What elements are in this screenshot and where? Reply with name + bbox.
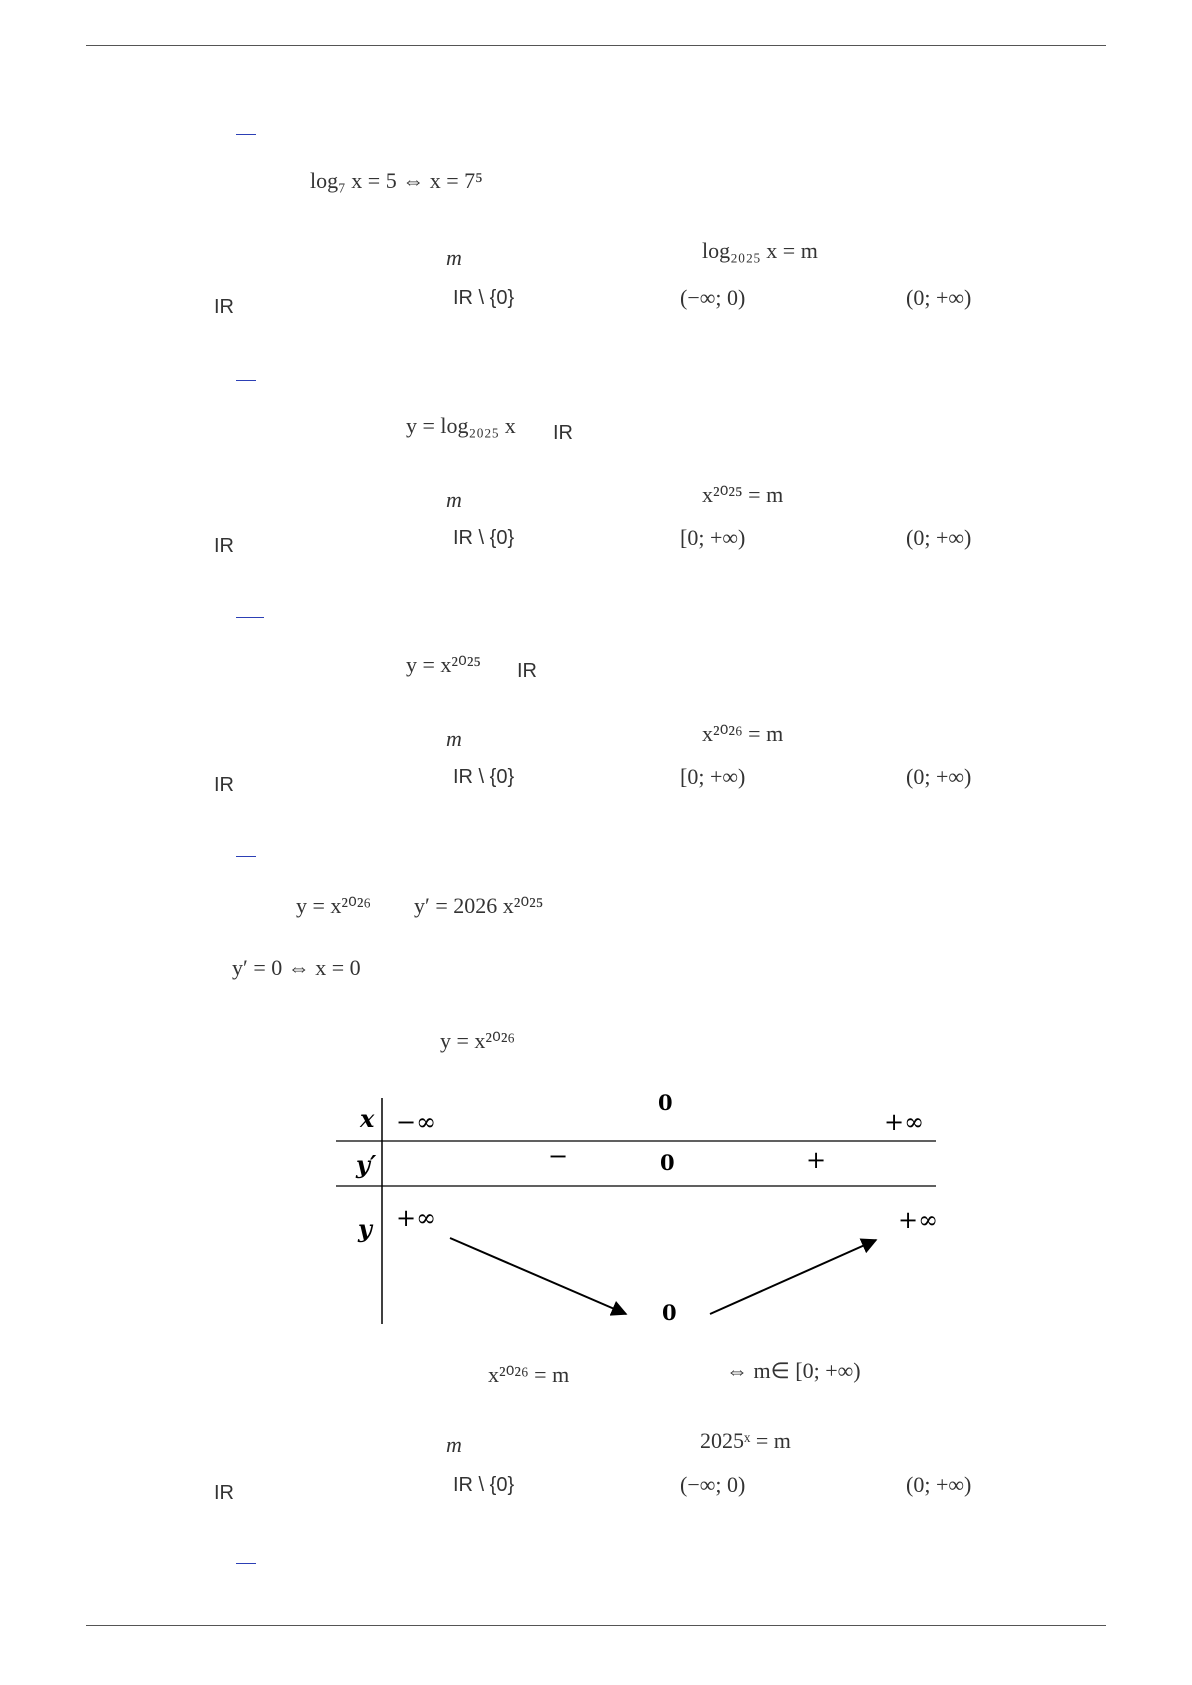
option-d[interactable]: (0; +∞) [906,285,972,310]
option-b[interactable]: IR \ {0} [453,527,515,549]
option-d[interactable]: (0; +∞) [906,764,972,789]
header-rule [86,45,1106,46]
yprime-mid: 0 [660,1150,675,1175]
option-c[interactable]: [0; +∞) [680,525,746,550]
yprime-right: + [806,1146,827,1174]
log-identity: log₇ x = 5 ⇔ x = 7⁵ [310,168,483,193]
option-a[interactable]: IR [214,1482,234,1504]
domain-symbol: IR [553,422,573,444]
option-a[interactable]: IR [214,535,234,557]
answer-link-5[interactable] [236,1563,256,1564]
decreasing-arrow [450,1238,626,1314]
answer-link-1[interactable] [236,134,256,135]
row-label-yprime: y′ [356,1150,377,1179]
option-a[interactable]: IR [214,296,234,318]
variation-table [336,1088,956,1328]
option-d[interactable]: (0; +∞) [906,1472,972,1497]
y-left: +∞ [396,1204,437,1232]
row-label-x: x [360,1104,375,1133]
derivative: y′ = 2026 x²⁰²⁵ [414,893,544,918]
option-b[interactable]: IR \ {0} [453,1474,515,1496]
param-m: m [446,726,462,751]
footer-rule [86,1625,1106,1626]
option-c[interactable]: (−∞; 0) [680,285,746,310]
equation: x²⁰²⁶ = m [702,721,784,746]
function: y = x²⁰²⁶ [296,893,372,918]
answer-link-2[interactable] [236,380,256,381]
param-m: m [446,245,462,270]
conclusion: ⇔ m∈ [0; +∞) [726,1358,861,1383]
function: y = log₂₀₂₅ x [406,413,516,438]
option-b[interactable]: IR \ {0} [453,766,515,788]
param-m: m [446,487,462,512]
conclusion-equation: x²⁰²⁶ = m [488,1362,570,1387]
domain-symbol: IR [517,660,537,682]
y-mid: 0 [662,1300,677,1325]
increasing-arrow [710,1240,876,1314]
x-left: −∞ [396,1108,437,1136]
option-b[interactable]: IR \ {0} [453,287,515,309]
table-title: y = x²⁰²⁶ [440,1028,516,1053]
row-label-y: y [358,1214,372,1243]
function: y = x²⁰²⁵ [406,652,482,677]
answer-link-3[interactable] [236,617,264,618]
x-mid: 0 [658,1090,673,1115]
option-d[interactable]: (0; +∞) [906,525,972,550]
x-right: +∞ [884,1108,925,1136]
option-c[interactable]: (−∞; 0) [680,1472,746,1497]
option-c[interactable]: [0; +∞) [680,764,746,789]
answer-link-4[interactable] [236,856,256,857]
yprime-left: − [548,1142,569,1170]
y-right: +∞ [898,1206,939,1234]
critical-point: y′ = 0 ⇔ x = 0 [232,955,361,980]
equation: x²⁰²⁵ = m [702,482,784,507]
equation: 2025ˣ = m [700,1428,791,1453]
option-a[interactable]: IR [214,774,234,796]
param-m: m [446,1432,462,1457]
equation: log₂₀₂₅ x = m [702,238,818,263]
